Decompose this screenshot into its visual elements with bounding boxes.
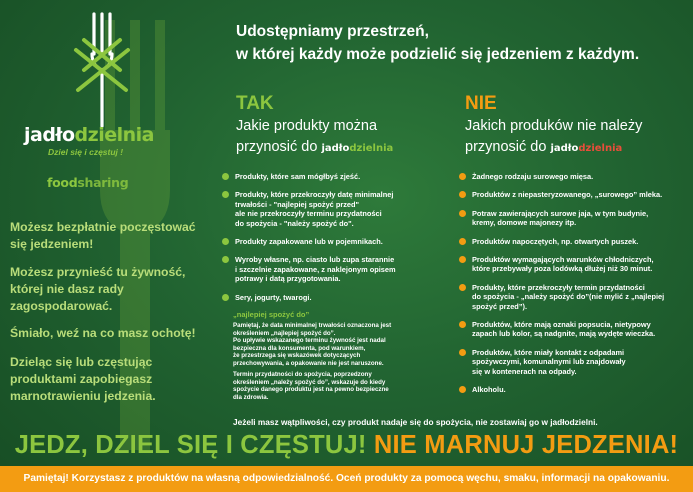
nie-item-text: Produktów napoczętych, np. otwartych puszek. [472, 236, 639, 246]
tak-item-text: Sery, jogurty, twarogi. [235, 292, 312, 302]
slogan-orange: NIE MARNUJ JEDZENIA! [373, 431, 679, 459]
nie-subtitle-text: przynosić do [465, 139, 547, 155]
nie-item [459, 348, 691, 376]
note-title: „najlepiej spożyć do” [233, 310, 310, 319]
brand-name-white: jadło [24, 124, 75, 146]
doubt-notice: Jeżeli masz wątpliwości, czy produkt nadaje się do spożycia, nie zostawiaj go w jadłodzielni. [233, 417, 598, 427]
headline [232, 20, 687, 66]
nie-subtitle-line-2 [465, 137, 690, 159]
left-text-4: Dzieląc się lub częstując produktami zapobiegasz marnotrawieniu jedzenia. [10, 355, 156, 403]
inline-brand-white: jadło [550, 143, 579, 154]
nie-item-text: Alkoholu. [472, 385, 506, 395]
note-paragraph-2: Termin przydatności do spożycia, poprzedzony określeniem „należy spożyć do”, wskazuje do kiedy spożycie danego produktu jest na pewno bezpieczne dla zdrowia. [233, 371, 389, 401]
inline-brand-white: jadło [321, 143, 350, 154]
note-paragraph-1: Pamiętaj, że data minimalnej trwałości oznaczona jest określeniem „najlepiej spożyć do”. Po upływie wskazanego terminu żywność jest nadal bezpieczna dla konsumenta, pod warunkiem, że przestrzega się wskazówek dotyczących przechowywania, a opakowanie nie jest naruszone. [233, 322, 392, 367]
bullet-icon [459, 321, 466, 328]
nie-item [459, 190, 691, 199]
nie-item [459, 320, 691, 339]
bullet-icon [222, 238, 229, 245]
tak-item [222, 293, 447, 302]
slogan [0, 431, 693, 460]
tak-subtitle-line-1: Jakie produkty można [236, 118, 378, 134]
nie-list [459, 172, 691, 395]
tak-subtitle [236, 116, 456, 159]
tak-label: TAK [236, 93, 274, 114]
inline-brand-logo [321, 143, 393, 154]
footer-warning: Pamiętaj! Korzystasz z produktów na własną odpowiedzialność. Oceń produkty za pomocą węchu, smaku, informacji na opakowaniu. [0, 466, 693, 492]
brand-name-green: dzielnia [74, 124, 154, 146]
headline-line-1: Udostępniamy przestrzeń, [236, 23, 429, 40]
tak-item [222, 237, 447, 246]
nie-item-text: Potraw zawierających surowe jaja, w tym budynie, kremy, domowe majonezy itp. [472, 208, 649, 228]
bullet-icon [222, 173, 229, 180]
tak-list [222, 172, 447, 302]
inline-brand-green: dzielnia [349, 143, 394, 154]
bullet-icon [222, 294, 229, 301]
nie-item-text: Produktów, które mają oznaki popsucia, nietypowy zapach lub kolor, są nadgnite, mają wydęte wieczka. [472, 320, 656, 339]
bullet-icon [459, 256, 466, 263]
nie-item [459, 283, 691, 311]
nie-item [459, 255, 691, 274]
left-text-2: Możesz przynieść tu żywność, której nie dasz rady zagospodarować. [10, 265, 186, 313]
tak-item-text: Produkty, które sam mógłbyś zjeść. [235, 172, 361, 181]
foodsharing-a: food [47, 175, 78, 190]
nie-subtitle-line-1: Jakich produków nie należy [465, 118, 643, 134]
tak-item-text: Produkty zapakowane lub w pojemnikach. [235, 237, 383, 247]
bullet-icon [459, 349, 466, 356]
nie-subtitle [465, 116, 690, 159]
nie-item-text: Produkty, które przekroczyły termin przydatności do spożycia - „należy spożyć do”(nie mylić z „najlepiej spożyć przed”). [472, 282, 665, 311]
tak-item [222, 255, 447, 283]
bullet-icon [459, 238, 466, 245]
bullet-icon [459, 386, 466, 393]
bullet-icon [459, 210, 466, 217]
tak-item [222, 172, 447, 181]
foodsharing-logo [47, 175, 128, 190]
headline-line-2: w której każdy może podzielić się jedzeniem z każdym. [236, 46, 640, 63]
left-text-1: Możesz bezpłatnie poczęstować się jedzeniem! [10, 220, 196, 251]
fork-logo-icon [62, 10, 142, 130]
tak-item-text: Wyroby własne, np. ciasto lub zupa starannie i szczelnie zapakowane, z naklejonym opisem potrawy i datą przygotowania. [235, 255, 396, 284]
inline-brand-red: dzielnia [578, 143, 623, 154]
bullet-icon [459, 284, 466, 291]
inline-brand-logo [550, 143, 622, 154]
bullet-icon [459, 173, 466, 180]
foodsharing-b: sharing [77, 175, 129, 190]
nie-item [459, 237, 691, 246]
tak-subtitle-text: przynosić do [236, 139, 318, 155]
bullet-icon [222, 256, 229, 263]
nie-item [459, 385, 691, 394]
brand-logo [24, 124, 174, 146]
nie-item-text: Produktów z niepasteryzowanego, „surowego” mleka. [472, 190, 663, 200]
left-text-3: Śmiało, weź na co masz ochotę! [10, 326, 196, 340]
bullet-icon [222, 191, 229, 198]
nie-item [459, 209, 691, 228]
tak-item [222, 190, 447, 228]
nie-item-text: Produktów wymagających warunków chłodniczych, które przebywały poza lodówką dłużej niż 30 minut. [472, 255, 654, 274]
bullet-icon [459, 191, 466, 198]
slogan-green: JEDZ, DZIEL SIĘ I CZĘSTUJ! [14, 431, 367, 459]
tak-subtitle-line-2 [236, 137, 456, 159]
nie-item-text: Żadnego rodzaju surowego mięsa. [472, 172, 594, 181]
brand-tagline: Dziel się i częstuj ! [48, 147, 124, 157]
nie-item-text: Produktów, które miały kontakt z odpadami spożywczymi, komunalnymi lub znajdowały się w kontenerach na odpady. [472, 347, 626, 376]
nie-item [459, 172, 691, 181]
nie-label: NIE [465, 93, 497, 114]
tak-item-text: Produkty, które przekroczyły datę minimalnej trwałości - "najlepiej spożyć przed" ale nie przekroczyły terminu przydatności do spożycia - "należy spożyć do". [235, 190, 394, 228]
